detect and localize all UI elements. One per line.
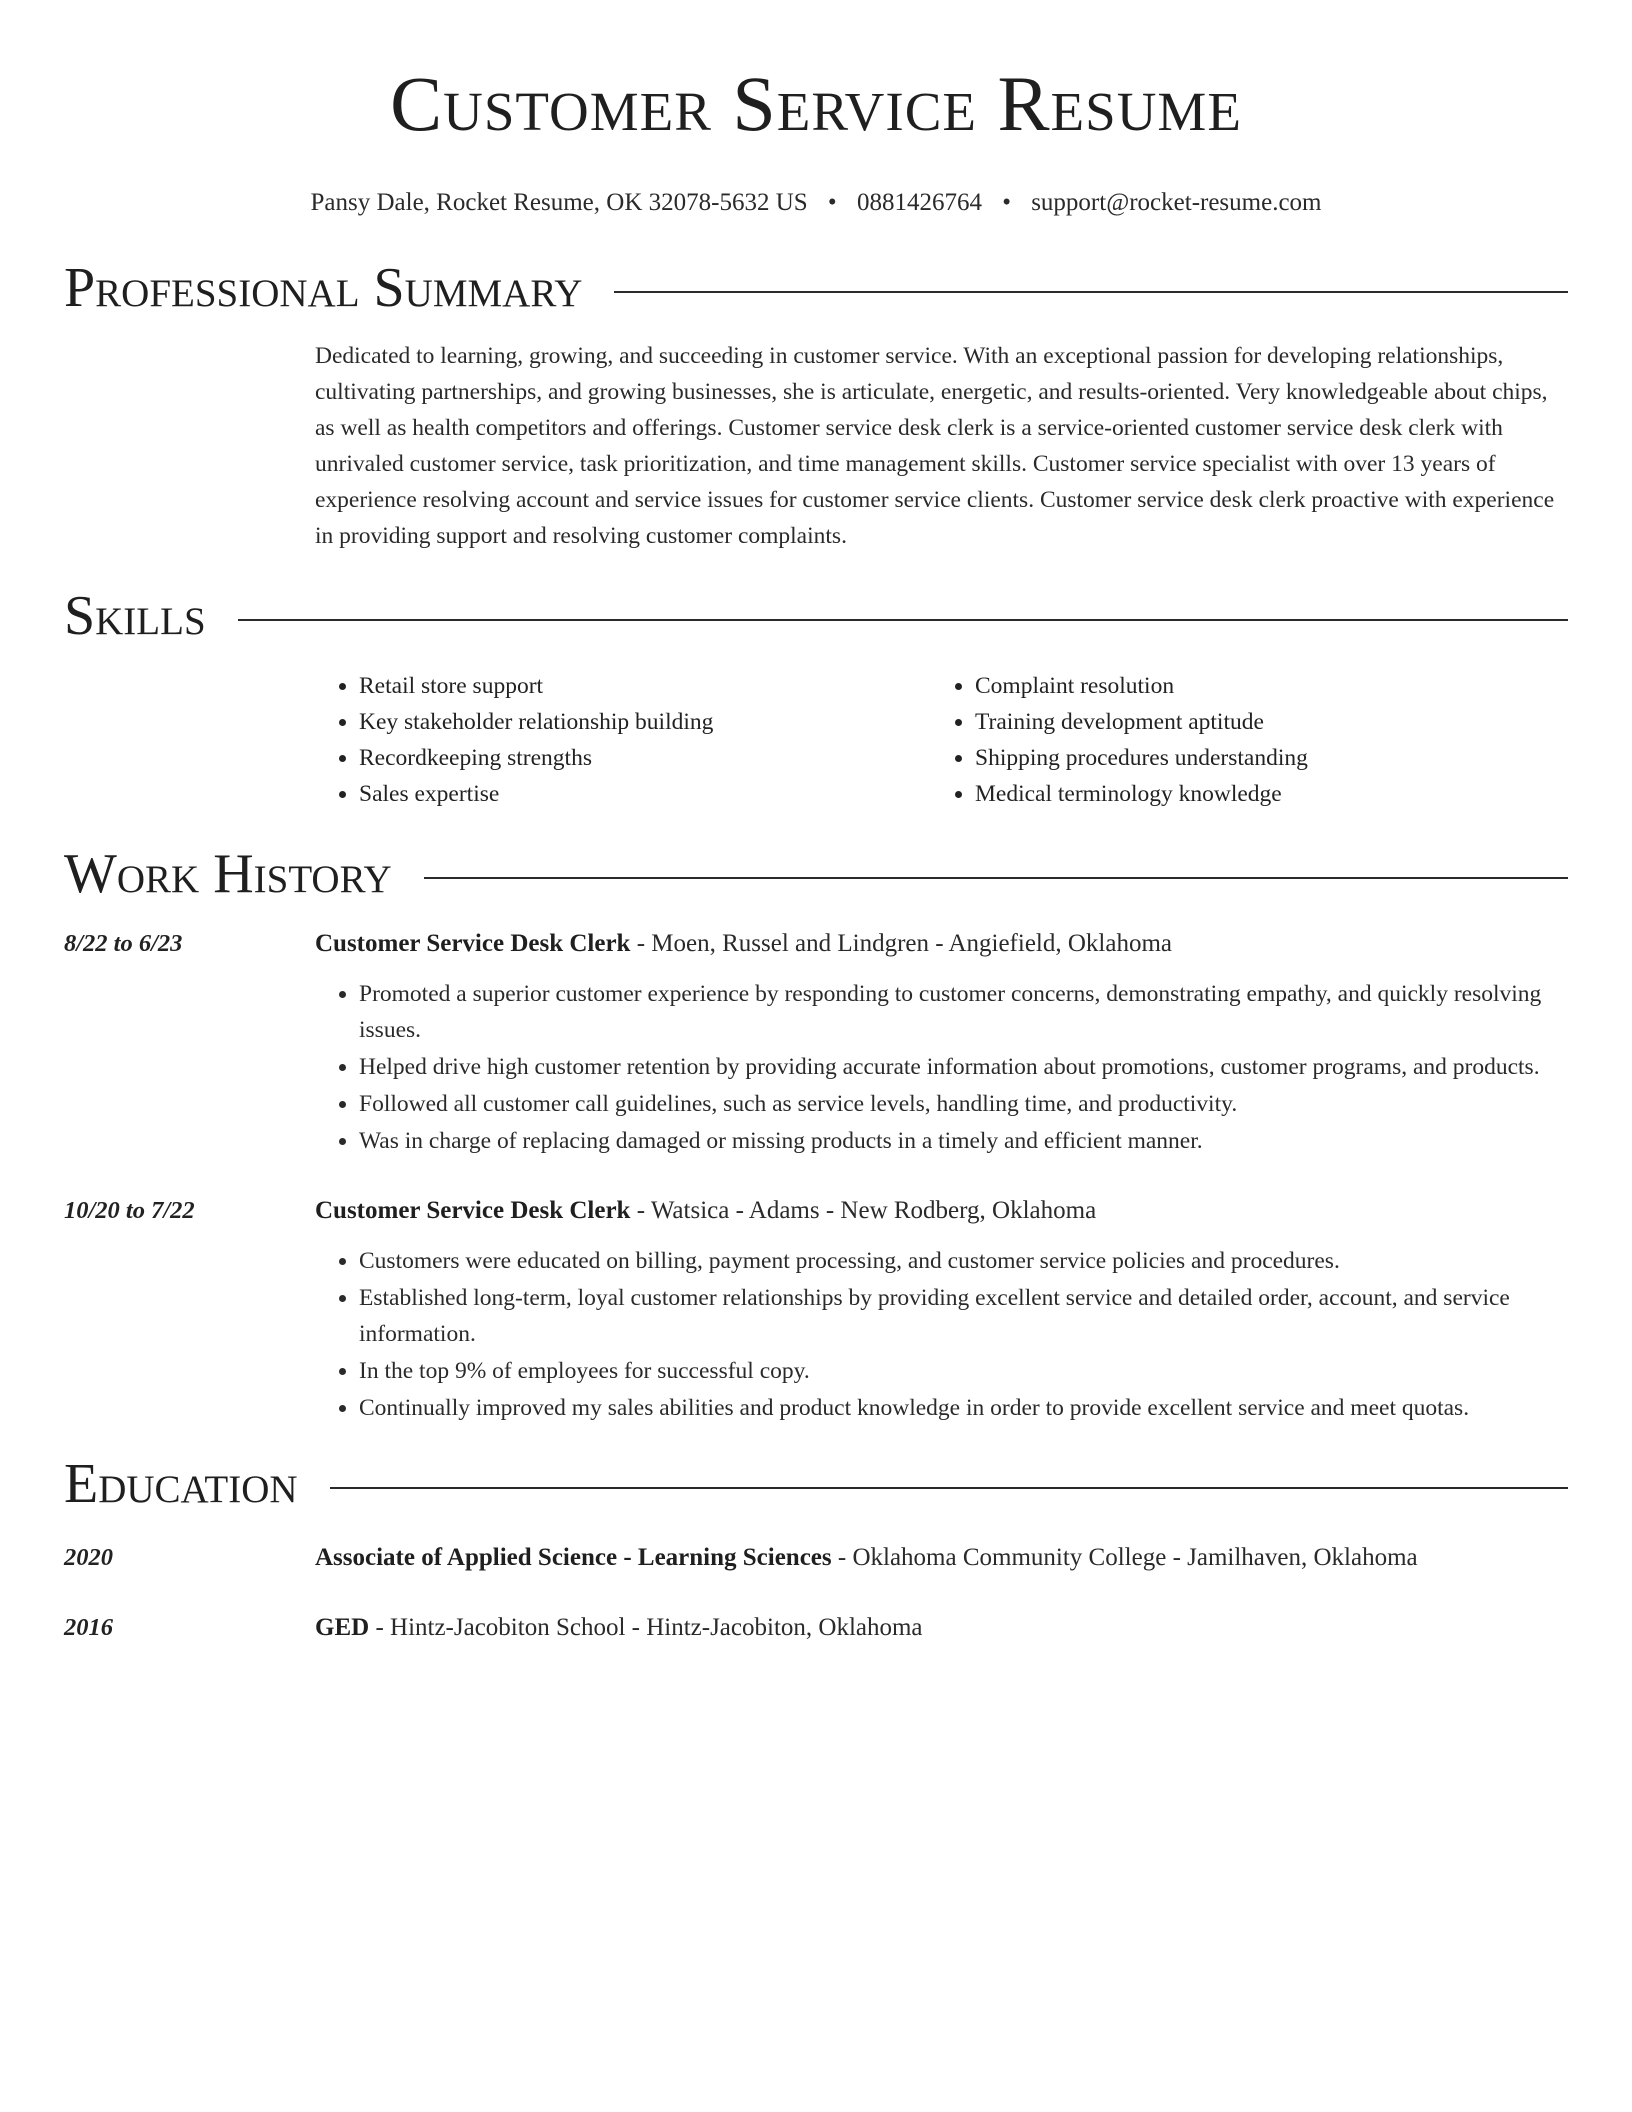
education-row xyxy=(64,1540,1568,1576)
skill-item: • Complaint resolution xyxy=(975,668,1547,704)
skill-item: • Shipping procedures understanding xyxy=(975,740,1547,776)
job-bullet: • Continually improved my sales abilities and product knowledge in order to provide excellent service and meet quotas. xyxy=(359,1390,1568,1426)
work-section-header xyxy=(64,842,1568,906)
job-header-row xyxy=(64,1193,1568,1229)
job-employer: - Watsica - Adams - New Rodberg, Oklahoma xyxy=(630,1197,1097,1224)
job-bullet: • Established long-term, loyal customer relationships by providing excellent service and detailed order, account, and service information. xyxy=(359,1280,1568,1352)
skills-section-header xyxy=(64,584,1568,648)
contact-line xyxy=(64,188,1568,218)
job-header-row xyxy=(64,926,1568,962)
skill-item: • Medical terminology knowledge xyxy=(975,776,1547,812)
skills-section-title: Skills xyxy=(64,585,206,647)
skills-column-right xyxy=(931,668,1547,812)
education-entry xyxy=(64,1610,1568,1646)
resume-header xyxy=(64,56,1568,218)
job-entry xyxy=(64,1193,1568,1426)
skills-column-left xyxy=(315,668,931,812)
job-bullet: • Was in charge of replacing damaged or missing products in a timely and efficient manner. xyxy=(359,1123,1568,1159)
job-dates: 10/20 to 7/22 xyxy=(64,1197,195,1224)
job-bullets xyxy=(315,976,1568,1159)
job-bullet: • Customers were educated on billing, payment processing, and customer service policies and procedures. xyxy=(359,1243,1568,1279)
education-entry xyxy=(64,1540,1568,1576)
work-section-title: Work History xyxy=(64,843,392,905)
job-bullet: • Helped drive high customer retention by providing accurate information about promotions, customer programs, and products. xyxy=(359,1049,1568,1085)
education-heading xyxy=(315,1540,1418,1576)
job-heading xyxy=(315,1193,1096,1229)
education-year: 2020 xyxy=(64,1544,113,1571)
education-school: - Hintz-Jacobiton School - Hintz-Jacobiton, Oklahoma xyxy=(369,1614,923,1641)
summary-text: Dedicated to learning, growing, and succeeding in customer service. With an exceptional passion for developing relationships, cultivating partnerships, and growing businesses, she is articulate, energetic, and results-oriented. Very knowledgeable about chips, as well as health competitors and offerings. Customer service desk clerk is a service-oriented customer service desk clerk with unrivaled customer service, task prioritization, and time management skills. Customer service specialist with over 13 years of experience resolving account and service issues for customer service clients. Customer service desk clerk proactive with experience in providing support and resolving customer complaints. xyxy=(315,343,1555,549)
skill-item: • Recordkeeping strengths xyxy=(359,740,931,776)
contact-address: Pansy Dale, Rocket Resume, OK 32078-5632 US xyxy=(310,189,808,216)
job-position: Customer Service Desk Clerk xyxy=(315,930,631,957)
education-school: - Oklahoma Community College - Jamilhaven, Oklahoma xyxy=(831,1544,1418,1571)
contact-separator: • xyxy=(827,189,837,216)
skill-item: • Key stakeholder relationship building xyxy=(359,704,931,740)
contact-separator: • xyxy=(1002,189,1011,216)
education-section-title: Education xyxy=(64,1453,298,1515)
section-divider xyxy=(614,291,1568,293)
education-heading xyxy=(315,1610,923,1646)
education-row xyxy=(64,1610,1568,1646)
contact-email: support@rocket-resume.com xyxy=(1031,189,1322,216)
job-position: Customer Service Desk Clerk xyxy=(315,1197,631,1224)
summary-section-title: Professional Summary xyxy=(64,257,583,319)
summary-section-header xyxy=(64,256,1568,320)
job-bullet: • Followed all customer call guidelines, such as service levels, handling time, and productivity. xyxy=(359,1086,1568,1122)
resume-title: Customer Service Resume xyxy=(390,60,1242,147)
job-bullets xyxy=(315,1243,1568,1426)
skill-item: • Training development aptitude xyxy=(975,704,1547,740)
contact-phone: 0881426764 xyxy=(856,189,982,216)
section-divider xyxy=(424,877,1568,879)
job-heading xyxy=(315,926,1172,962)
education-year: 2016 xyxy=(64,1614,113,1641)
skills-list xyxy=(315,668,1568,812)
skill-item: • Retail store support xyxy=(359,668,931,704)
education-degree: GED xyxy=(315,1614,370,1641)
education-section-header xyxy=(64,1452,1568,1516)
job-bullet: • In the top 9% of employees for successful copy. xyxy=(359,1353,1568,1389)
education-degree: Associate of Applied Science - Learning Sciences xyxy=(315,1544,832,1571)
job-employer: - Moen, Russel and Lindgren - Angiefield, Oklahoma xyxy=(630,930,1173,957)
job-dates: 8/22 to 6/23 xyxy=(64,930,183,957)
section-divider xyxy=(330,1487,1568,1489)
skill-item: • Sales expertise xyxy=(359,776,931,812)
job-entry xyxy=(64,926,1568,1159)
job-bullet: • Promoted a superior customer experience by responding to customer concerns, demonstrating empathy, and quickly resolving issues. xyxy=(359,976,1568,1048)
section-divider xyxy=(238,619,1568,621)
